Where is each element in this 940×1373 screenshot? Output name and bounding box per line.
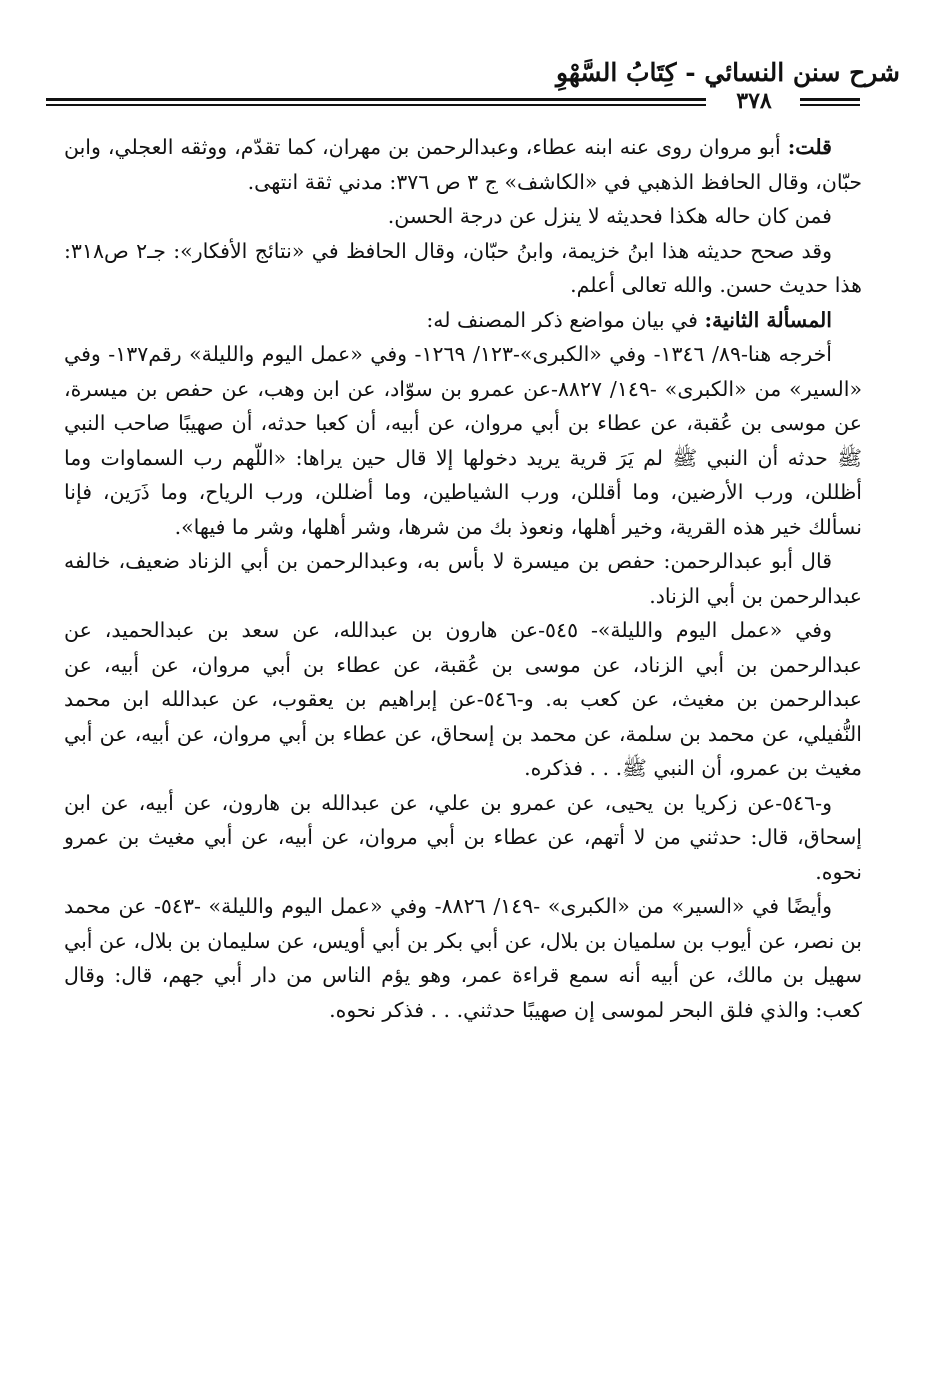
paragraph-text: في بيان مواضع ذكر المصنف له: bbox=[426, 307, 705, 332]
paragraph bbox=[64, 337, 862, 544]
paragraph-label: المسألة الثانية: bbox=[704, 307, 832, 332]
paragraph-text: قال أبو عبدالرحمن: حفص بن ميسرة لا بأس به، وعبدالرحمن بن أبي الزناد ضعيف، خالفه عبدالرحمن بن أبي الزناد. bbox=[64, 549, 862, 608]
paragraph-text: أبو مروان روى عنه ابنه عطاء، وعبدالرحمن بن مهران، كما تقدّم، ووثقه العجلي، وابن حبّان، وقال الحافظ الذهبي في «الكاشف» ج ٣ ص ٣٧٦: مدني ثقة انتهى. bbox=[64, 135, 862, 194]
paragraph-text: وأيضًا في «السير» من «الكبرى» -١٤٩/ ٨٨٢٦- وفي «عمل اليوم والليلة» -٥٤٣- عن محمد بن نصر، عن أيوب بن سلميان بن بلال، عن أبي بكر بن أبي أويس، عن سليمان بن بلال، عن أبي سهيل بن مالك، عن أبيه أنه سمع قراءة عمر، وهو يؤم الناس من دار أبي جهم، قال: وقال كعب: والذي فلق البحر لموسى إن صهيبًا حدثني. . . فذكر نحوه. bbox=[64, 894, 862, 1022]
header-rule-short-thin bbox=[800, 104, 860, 106]
header-rule-short bbox=[800, 98, 860, 101]
paragraph bbox=[64, 130, 862, 199]
paragraph bbox=[64, 199, 862, 234]
paragraph bbox=[64, 303, 862, 338]
paragraph bbox=[64, 544, 862, 613]
paragraph-text: و-٥٤٦-عن زكريا بن يحيى، عن عمرو بن علي، عن عبدالله بن هارون، عن أبيه، عن ابن إسحاق، قال: حدثني من لا أتهم، عن عطاء بن أبي مروان، عن أبيه، عن أبي مغيث بن عمرو نحوه. bbox=[64, 790, 862, 884]
paragraph bbox=[64, 786, 862, 890]
paragraph-text: وفي «عمل اليوم والليلة»- ٥٤٥-عن هارون بن عبدالله، عن سعد بن عبدالحميد، عن عبدالرحمن بن أبي الزناد، عن موسى بن عُقبة، عن عطاء بن أبي مروان، عن أبيه، عن عبدالرحمن بن مغيث، عن كعب به. و-٥٤٦-عن إبراهيم بن يعقوب، عن عبدالله ابن محمد النُّفيلي، عن محمد بن سلمة، عن محمد بن إسحاق، عن عطاء بن أبي مروان، عن أبيه، عن أبي مغيث بن عمرو، أن النبي ﷺ. . . فذكره. bbox=[64, 618, 862, 780]
body-text bbox=[64, 130, 862, 1027]
paragraph-label: قلت: bbox=[787, 135, 832, 159]
header-rule-main-thin bbox=[46, 104, 706, 106]
paragraph bbox=[64, 234, 862, 303]
running-header-title: شرح سنن النسائي - كِتَابُ السَّهْوِ bbox=[555, 58, 900, 87]
header-rule-main bbox=[46, 98, 706, 101]
paragraph bbox=[64, 889, 862, 1027]
paragraph-text: أخرجه هنا-٨٩/ ١٣٤٦- وفي «الكبرى»-١٢٣/ ١٢٦٩- وفي «عمل اليوم والليلة» رقم١٣٧- وفي «السير» من «الكبرى» -١٤٩/ ٨٨٢٧-عن عمرو بن سوّاد، عن ابن وهب، عن حفص بن ميسرة، عن موسى بن عُقبة، عن عطاء بن أبي مروان، عن أبيه، أن كعبا حدثه، أن صهيبًا صاحب النبي ﷺ حدثه أن النبي ﷺ لم يَرَ قرية يريد دخولها إلا قال حين يراها: «اللّهم رب السماوات وما أظللن، ورب الأرضين، وما أقللن، ورب الشياطين، وما أضللن، ورب الرياح، وما ذَرَين، فإنا نسألك خير هذه القرية، وخير أهلها، ونعوذ بك من شرها، وشر أهلها، وشر ما فيها». bbox=[64, 342, 862, 539]
page-number: ٣٧٨ bbox=[736, 88, 772, 114]
paragraph-text: وقد صحح حديثه هذا ابنُ خزيمة، وابنُ حبّان، وقال الحافظ في «نتائج الأفكار»: جـ٢ ص٣١٨: هذا حديث حسن. والله تعالى أعلم. bbox=[64, 238, 862, 297]
paragraph-text: فمن كان حاله هكذا فحديثه لا ينزل عن درجة الحسن. bbox=[387, 204, 832, 228]
paragraph bbox=[64, 613, 862, 786]
